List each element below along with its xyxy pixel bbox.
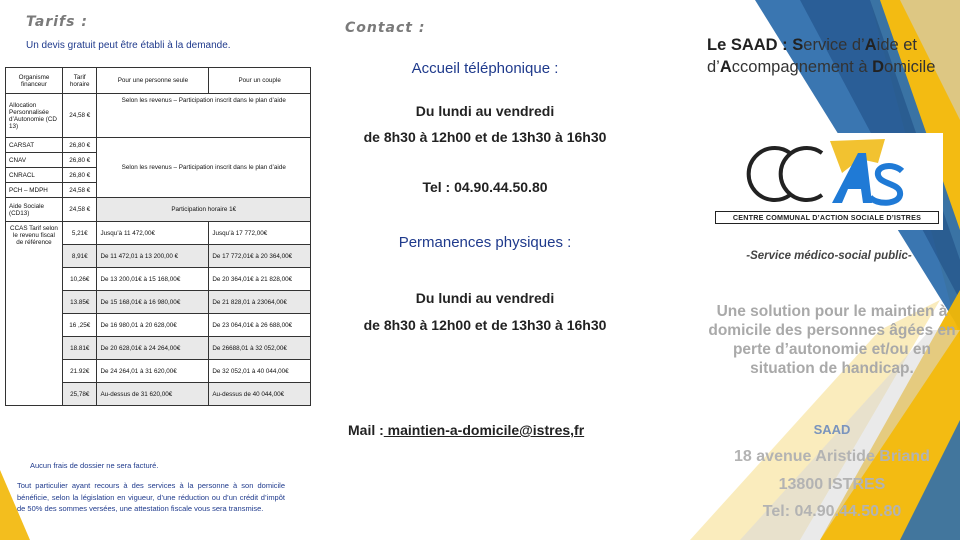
title-initial: D: [872, 58, 885, 76]
ccas-single: Au-dessus de 31 620,00€: [97, 383, 209, 406]
logo-c2: [781, 148, 822, 200]
logo-c1: [749, 148, 790, 200]
ccas-rate: 10,26€: [62, 268, 97, 291]
ccas-couple: Jusqu’à 17 772,00€: [209, 222, 311, 245]
mail-link[interactable]: maintien-a-domicile@istres,fr: [383, 422, 585, 438]
rate-cell: 26,80 €: [62, 138, 97, 153]
rate-cell: 24,58 €: [62, 183, 97, 198]
header-couple: Pour un couple: [209, 68, 311, 94]
phone-number: Tel : 04.90.44.50.80: [422, 179, 548, 195]
participation-note: Participation horaire 1€: [97, 198, 311, 222]
tarifs-table: [5, 67, 311, 406]
ccas-single: De 15 168,01€ à 16 980,00€: [97, 291, 209, 314]
tarifs-subtitle: Un devis gratuit peut être établi à la demande.: [26, 40, 231, 51]
title-part: ccompagnement à: [731, 58, 873, 76]
contact-title: Contact :: [345, 20, 426, 36]
rate-cell: 26,80 €: [62, 153, 97, 168]
address-city: 13800 ISTRES: [778, 476, 886, 493]
ccas-couple: De 32 052,01 à 40 044,00€: [209, 360, 311, 383]
rate-cell: 24,58 €: [62, 94, 97, 138]
ccas-couple: De 21 828,01 à 23064,00€: [209, 291, 311, 314]
ccas-couple: De 23 064,01€ à 26 688,00€: [209, 314, 311, 337]
org-cell: Allocation Personnalisée d’Autonomie (CD 13): [6, 94, 63, 138]
ccas-single: De 16 980,01 à 20 628,00€: [97, 314, 209, 337]
no-fees-note: Aucun frais de dossier ne sera facturé.: [30, 461, 159, 470]
ccas-single: De 24 264,01 à 31 620,00€: [97, 360, 209, 383]
ccas-rate: 5,21€: [62, 222, 97, 245]
revenus-note: Selon les revenus – Participation inscrit dans le plan d’aide: [97, 138, 311, 198]
saad-title-prefix: Le SAAD :: [707, 36, 793, 54]
title-part: ervice d’: [803, 36, 865, 54]
ccas-logo-band: CENTRE COMMUNAL D’ACTION SOCIALE D’ISTRES: [715, 211, 939, 224]
saad-title: [707, 34, 947, 78]
tarifs-title: Tarifs :: [26, 14, 88, 30]
org-cell: CNRACL: [6, 168, 63, 183]
title-part: ide et d’: [707, 36, 918, 76]
ccas-rate: 18.81€: [62, 337, 97, 360]
phone-days: Du lundi au vendredi: [415, 103, 555, 119]
title-initial: A: [864, 36, 877, 54]
org-cell: PCH – MDPH: [6, 183, 63, 198]
ccas-rate: 25,78€: [62, 383, 97, 406]
mail-label: Mail :: [348, 422, 384, 438]
ccas-couple: De 20 364,01€ à 21 828,00€: [209, 268, 311, 291]
mail-line: [348, 422, 584, 438]
org-cell: Aide Sociale (CD13): [6, 198, 63, 222]
title-initial: A: [719, 58, 732, 76]
ccas-couple: De 17 772,01€ à 20 364,00€: [209, 245, 311, 268]
table-row: [6, 94, 311, 138]
title-part: omicile: [884, 58, 936, 76]
revenus-note: Selon les revenus – Participation inscrit dans le plan d’aide: [97, 94, 311, 138]
table-header-row: [6, 68, 311, 94]
ccas-rate: 8,91€: [62, 245, 97, 268]
header-organisme: Organisme financeur: [6, 68, 63, 94]
rate-cell: 26,80 €: [62, 168, 97, 183]
ccas-rate: 16 ,25€: [62, 314, 97, 337]
ccas-couple: De 26688,01 à 32 052,00€: [209, 337, 311, 360]
ccas-rate: 13.85€: [62, 291, 97, 314]
phone-hours: de 8h30 à 12h00 et de 13h30 à 16h30: [363, 129, 607, 145]
permanence-days: Du lundi au vendredi: [415, 290, 555, 306]
tax-credit-note: Tout particulier ayant recours à des services à la personne à son domicile bénéficie, selon la législation en vigueur, d’une réduction ou d’un crédit d’impôt de 50% des sommes versées, une attestation fiscale vous sera transmise.: [17, 481, 285, 513]
ccas-couple: Au-dessus de 40 044,00€: [209, 383, 311, 406]
logo-s-shape: [870, 166, 902, 203]
permanence-hours: de 8h30 à 12h00 et de 13h30 à 16h30: [363, 317, 607, 333]
table-row: [6, 222, 311, 245]
ccas-label: CCAS Tarif selon le revenu fiscal de référence: [6, 222, 63, 406]
title-initial: S: [792, 36, 804, 54]
rate-cell: 24,58 €: [62, 198, 97, 222]
permanence-heading: Permanences physiques :: [398, 234, 572, 251]
ccas-logo: [710, 133, 943, 230]
ccas-single: De 20 628,01€ à 24 264,00€: [97, 337, 209, 360]
ccas-logo-graphic: [710, 133, 943, 213]
phone-heading: Accueil téléphonique :: [411, 60, 559, 77]
table-row: [6, 198, 311, 222]
address-street: 18 avenue Aristide Briand: [734, 448, 930, 465]
header-tarif: Tarif horaire: [62, 68, 97, 94]
saad-phone: Tel: 04.90.44.50.80: [762, 503, 902, 520]
solution-text: Une solution pour le maintien à domicile des personnes âgées en perte d’autonomie et/ou en situation de handicap.: [708, 303, 956, 377]
table-row: [6, 138, 311, 153]
org-cell: CNAV: [6, 153, 63, 168]
saad-label: SAAD: [813, 422, 851, 437]
header-seule: Pour une personne seule: [97, 68, 209, 94]
ccas-single: De 11 472,01 à 13 200,00 €: [97, 245, 209, 268]
ccas-single: Jusqu’à 11 472,00€: [97, 222, 209, 245]
ccas-rate: 21.92€: [62, 360, 97, 383]
service-public: -Service médico-social public-: [746, 250, 912, 262]
org-cell: CARSAT: [6, 138, 63, 153]
ccas-single: De 13 200,01€ à 15 168,00€: [97, 268, 209, 291]
